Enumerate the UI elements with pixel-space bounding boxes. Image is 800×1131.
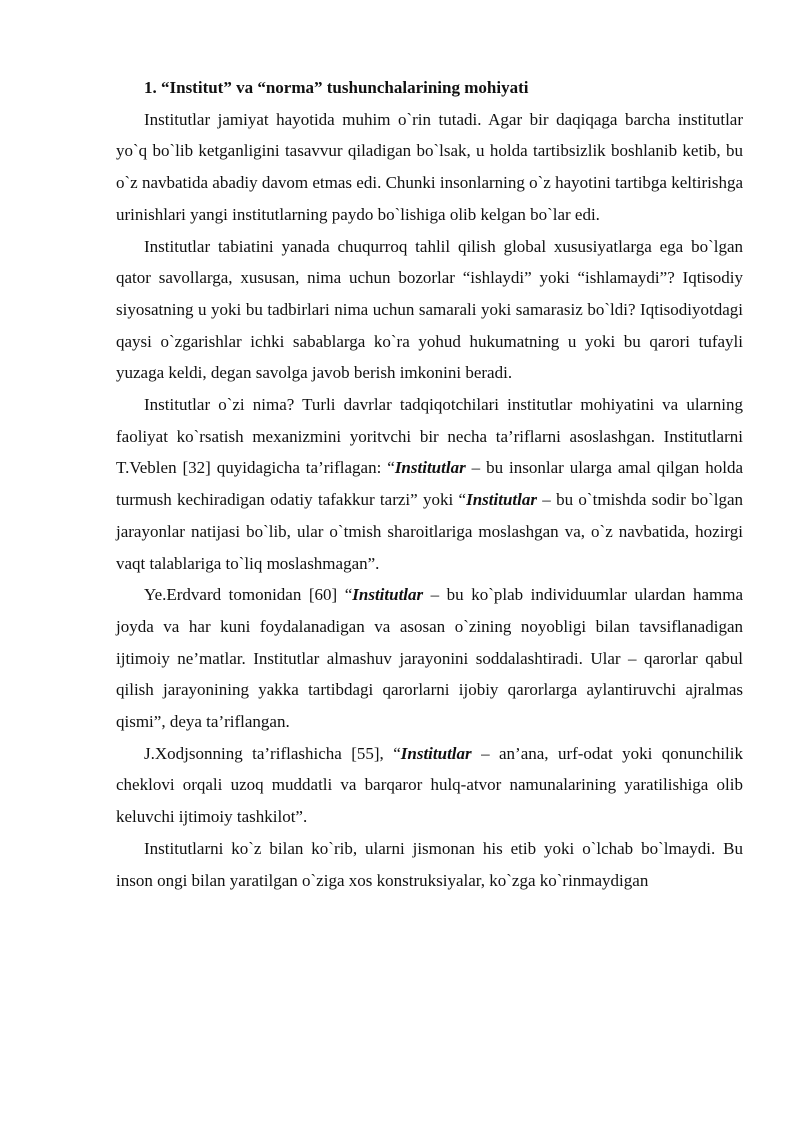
paragraph-5 [116, 738, 743, 833]
paragraph-2: Institutlar tabiatini yanada chuqurroq tahlil qilish global xususiyatlarga ega bo`lgan qator savollarga, xususan, nima uchun bozorlar “ishlaydi” yoki “ishlamaydi”? Iqtisodiy siyosatning u yoki bu tadbirlari nima uchun samarali yoki samarasiz bo`ldi? Iqtisodiyotdagi qaysi o`zgarishlar ichki sabablarga ko`ra yohud hukumatning u yoki bu qarori tufayli yuzaga keldi, degan savolga javob berish imkonini beradi. [116, 236, 743, 383]
term-institutlar: Institutlar [394, 458, 466, 478]
paragraph-4-part-2: – bu ko`plab individuumlar ulardan hamma joyda va har kuni foydalanadigan va asosan o`zining noyobligi bilan tavsiflanadigan ijtimoiy ne’matlar. Institutlar almashuv jarayonini soddalashtiradi. Ular – qarorlar qabul qilish jarayonining yakka tartibdagi qarorlarni ijobiy qarorlarga aylantiruvchi ajralmas qismi”, deya ta’riflangan. [116, 585, 743, 732]
term-institutlar: Institutlar [466, 490, 537, 510]
term-institutlar: Institutlar [400, 743, 472, 763]
paragraph-5-part-2: – an’ana, urf-odat yoki qonunchilik cheklovi orqali uzoq muddatli va barqaror hulq-atvor namunalarining yaratilishiga olib keluvchi ijtimoiy tashkilot”. [116, 743, 743, 827]
paragraph-4 [116, 579, 743, 738]
paragraph-3-part-3: – bu o`tmishda sodir bo`lgan jarayonlar natijasi bo`lib, ular o`tmish sharoitlariga moslashgan va, o`z navbatida, hozirgi vaqt talablariga to`liq moslashmagan”. [116, 490, 744, 573]
paragraph-5-part-1: J.Xodjsonning ta’riflashicha [55], “ [144, 743, 401, 763]
paragraph-6: Institutlarni ko`z bilan ko`rib, ularni jismonan his etib yoki o`lchab bo`lmaydi. Bu inson ongi bilan yaratilgan o`ziga xos konstruksiyalar, ko`zga ko`rinmaydigan [116, 838, 743, 890]
section-heading: 1. “Institut” va “norma” tushunchalarining mohiyati [144, 78, 529, 97]
paragraph-3-part-1: Institutlar o`zi nima? Turli davrlar tadqiqotchilari institutlar mohiyatini va ularning faoliyat ko`rsatish mexanizmini yoritvchi bir necha ta’riflarni asoslashgan. Institutlarni T.Veblen [32] quyidagicha ta’riflagan: “ [116, 395, 743, 478]
paragraph-3 [116, 389, 743, 579]
paragraph-4-part-1: Ye.Erdvard tomonidan [60] “ [144, 585, 353, 605]
term-institutlar: Institutlar [352, 585, 424, 605]
paragraph-3-part-2: – bu insonlar ularga amal qilgan holda turmush kechiradigan odatiy tafakkur tarzi” yoki “ [116, 458, 744, 510]
paragraph-1: Institutlar jamiyat hayotida muhim o`rin tutadi. Agar bir daqiqaga barcha institutlar yo`q bo`lib ketganligini tasavvur qiladigan bo`lsak, u holda tartibsizlik boshlanib ketib, bu o`z navbatida abadiy davom etmas edi. Chunki insonlarning o`z hayotini tartibga keltirishga urinishlari yangi institutlarning paydo bo`lishiga olib kelgan bo`lar edi. [116, 109, 743, 224]
